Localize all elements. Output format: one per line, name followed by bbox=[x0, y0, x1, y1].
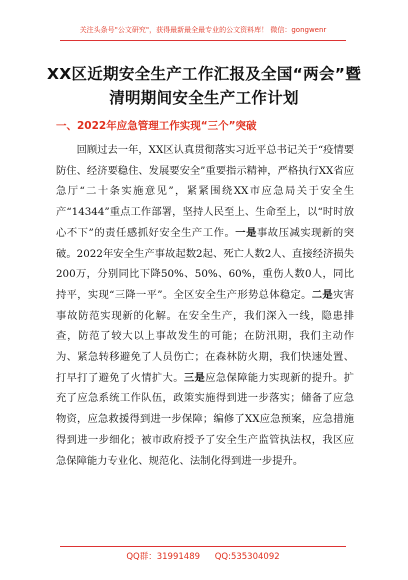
body-emphasis: 一是 bbox=[235, 226, 257, 239]
body-segment: 事故压减实现新的突破。2022年安全生产事故起数2起、死亡人数2人、直接经济损失200万，分别同比下降50%、50%、60%，重伤人数0人，同比持平，实现“三降一平”。全区安全生产形势总体稳定。 bbox=[56, 226, 355, 301]
document-title: XX区近期安全生产工作汇报及全国“两会”暨清明期间安全生产工作计划 bbox=[46, 65, 362, 107]
body-emphasis: 三是 bbox=[183, 371, 206, 384]
footer-qq: QQ:535304092 bbox=[214, 552, 280, 562]
body-segment: 应急保障能力实现新的提升。扩充了应急系统工作队伍，政策实施得到进一步落实；储备了应急物资，应急救援得到进一步保障；编修了XX应急预案，应急措施得到进一步细化；被市政府授予了安全生产监管执法权，我区应急保障能力专业化、规范化、法制化得到进一步提升。 bbox=[56, 371, 355, 467]
body-emphasis: 二是 bbox=[311, 288, 334, 301]
header-banner: 关注头条号"公文研究"，获得最新最全最专业的公文资料库！ 微信：gongwenr bbox=[60, 22, 346, 41]
body-segment: 回顾过去一年，XX区认真贯彻落实习近平总书记关于“疫情要防住、经济要稳住、发展要安全”重要指示精神，严格执行XX省应急厅“二十条实施意见”，紧紧围绕XX市应急局关于安全生产“14344”重点工作部署，坚持人民至上、生命至上，以“时时放心不下”的责任感抓好安全生产工作。 bbox=[56, 144, 354, 239]
footer-contact bbox=[60, 546, 346, 569]
section-heading: 一、2022年应急管理工作实现“三个”突破 bbox=[56, 120, 257, 132]
body-paragraph bbox=[56, 140, 354, 471]
body-segment: 灾害事故防范实现新的化解。在安全生产，我们深入一线，隐患排查，防范了较大以上事故发生的可能；在防汛期，我们主动作为、紧急转移避免了人员伤亡；在森林防火期，我们快速处置、打早打了避免了火情扩大。 bbox=[56, 288, 355, 384]
footer-qq-group: QQ群：31991489 bbox=[126, 552, 201, 562]
